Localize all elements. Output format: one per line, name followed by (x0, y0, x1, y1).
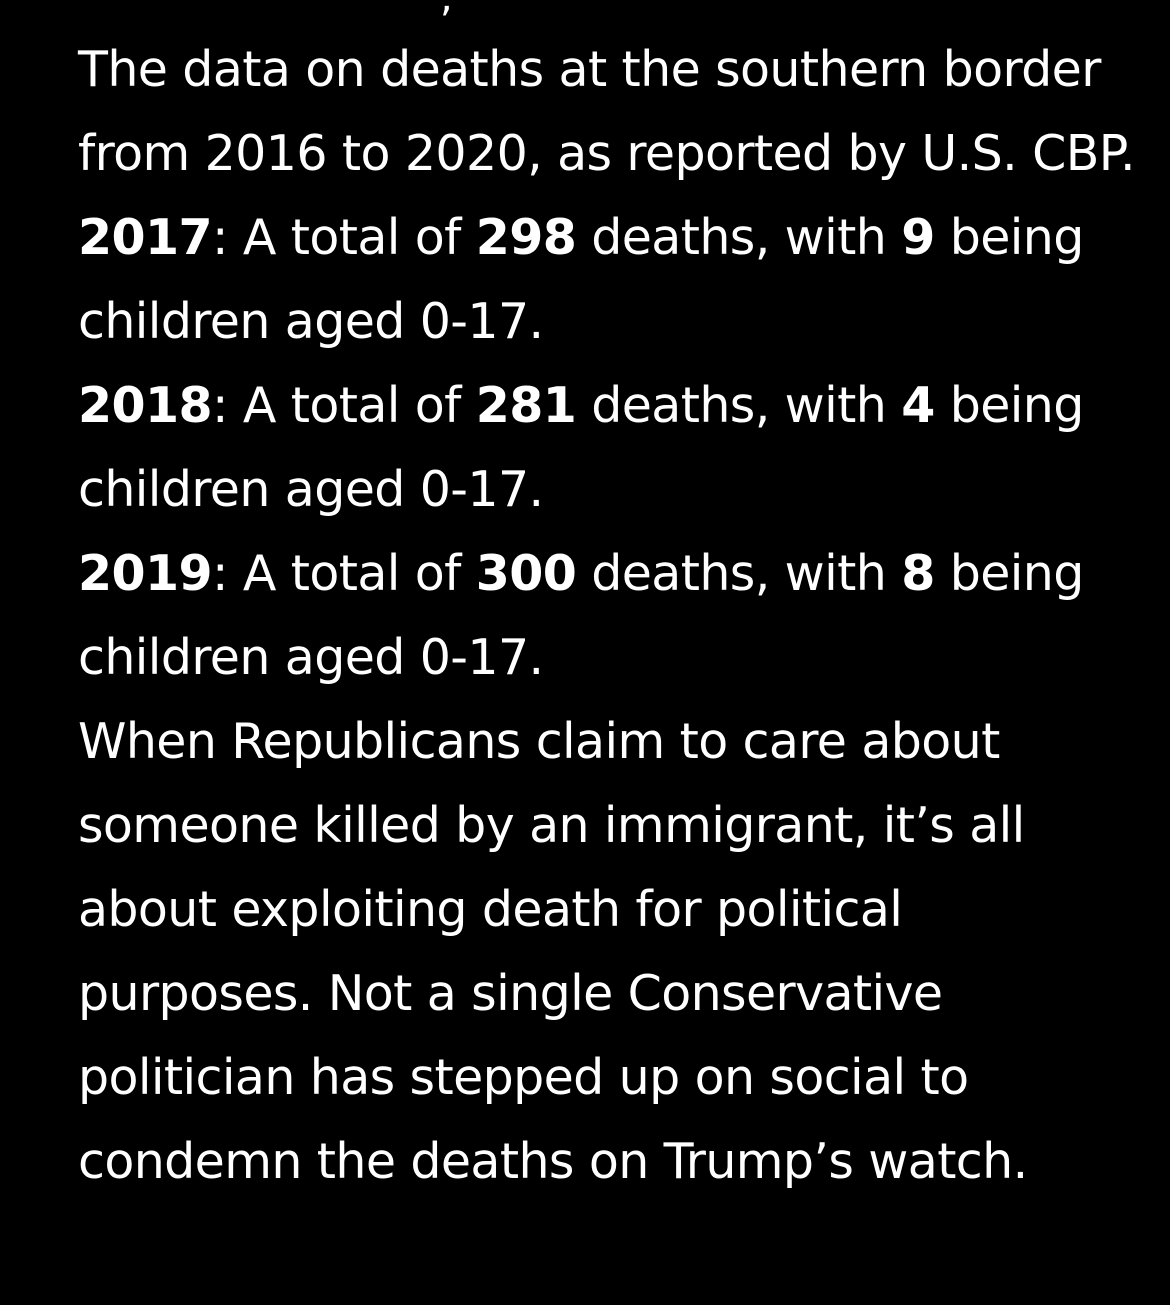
entry-label-b: deaths, with (576, 209, 902, 266)
cropped-comma-glyph (440, 0, 454, 6)
entry-2018 (78, 364, 1138, 532)
entry-year: 2018 (78, 377, 212, 434)
entry-2017 (78, 196, 1138, 364)
entry-year: 2017 (78, 209, 212, 266)
entry-year: 2019 (78, 545, 212, 602)
entry-label-c: being children aged 0-17. (78, 209, 1084, 350)
entry-children: 9 (901, 209, 935, 266)
entry-label-c: being children aged 0-17. (78, 377, 1084, 518)
entry-label-a: : A total of (211, 545, 476, 602)
entry-total: 298 (475, 209, 577, 266)
entry-label-b: deaths, with (576, 545, 902, 602)
post-closing: When Republicans claim to care about someone killed by an immigrant, it’s all about exploiting death for political purposes. Not a single Conservative politician has stepped up on social to condemn the deaths on Trump’s watch. (78, 713, 1028, 1190)
entry-label-a: : A total of (211, 377, 476, 434)
entry-label-a: : A total of (211, 209, 476, 266)
entry-total: 300 (475, 545, 577, 602)
entry-children: 8 (901, 545, 935, 602)
entry-label-c: being children aged 0-17. (78, 545, 1084, 686)
post-intro: The data on deaths at the southern border from 2016 to 2020, as reported by U.S. CBP. (78, 41, 1136, 182)
entry-2019 (78, 532, 1138, 700)
entry-total: 281 (475, 377, 577, 434)
post-body (78, 28, 1138, 1204)
entry-children: 4 (901, 377, 935, 434)
entry-label-b: deaths, with (576, 377, 902, 434)
